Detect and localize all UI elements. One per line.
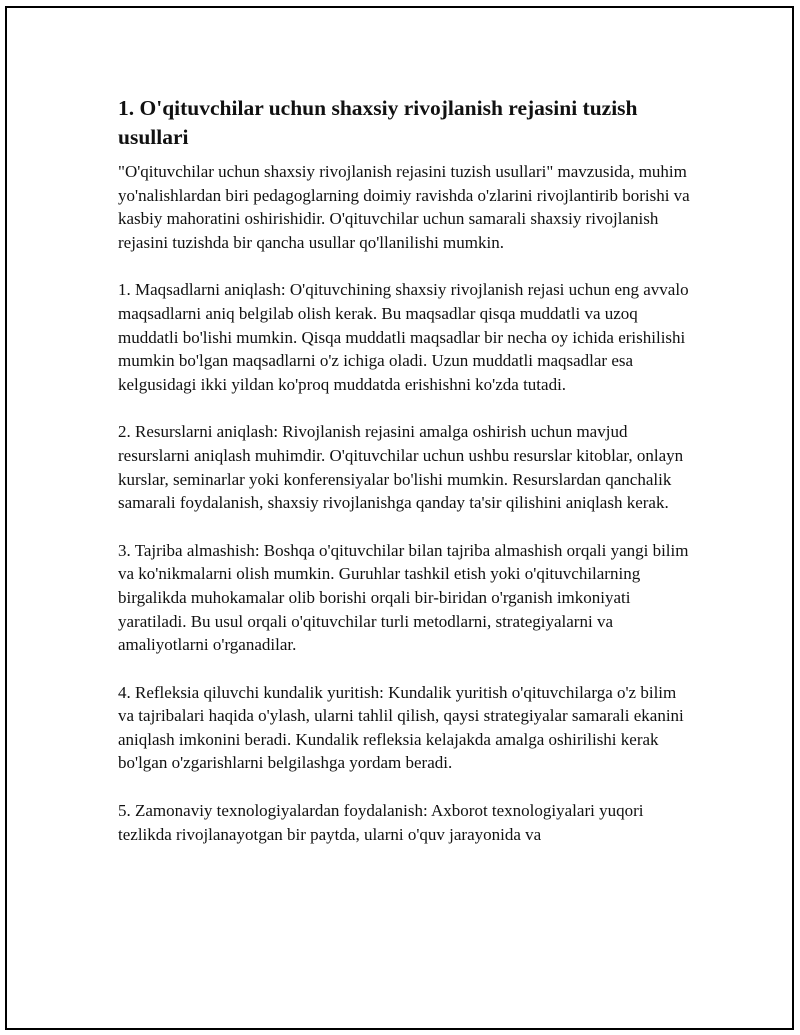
intro-paragraph: "O'qituvchilar uchun shaxsiy rivojlanish rejasini tuzish usullari" mavzusida, muhim yo'nalishlardan biri pedagoglarning doimiy ravishda o'zlarini rivojlantirib borishi va kasbiy mahoratini oshirishidir. O'qituvchilar uchun samarali shaxsiy rivojlanish rejasini tuzishda bir qancha usullar qo'llanilishi mumkin. — [118, 162, 690, 252]
paragraph-reflective-journal: 4. Refleksia qiluvchi kundalik yuritish: Kundalik yuritish o'qituvchilarga o'z bilim va tajribalari haqida o'ylash, ularni tahlil qilish, qaysi strategiyalar samarali ekanini aniqlash imkonini beradi. Kundalik refleksia kelajakda amalga oshirilishi kerak bo'lgan o'zgarishlarni belgilashga yordam beradi. — [118, 682, 684, 773]
paragraph-goals: 1. Maqsadlarni aniqlash: O'qituvchining shaxsiy rivojlanish rejasi uchun eng avvalo maqsadlarni aniq belgilab olish kerak. Bu maqsadlar qisqa muddatli va uzoq muddatli bo'lishi mumkin. Qisqa muddatli maqsadlar bir necha oy ichida erishilishi mumkin bo'lgan maqsadlarni o'z ichiga oladi. Uzun muddatli maqsadlar esa kelgusidagi ikki yildan ko'proq muddatda erishishni ko'zda tutadi. — [118, 280, 689, 394]
paragraph-resources: 2. Resurslarni aniqlash: Rivojlanish rejasini amalga oshirish uchun mavjud resurslarni aniqlash muhimdir. O'qituvchilar uchun ushbu resurslar kitoblar, onlayn kurslar, seminarlar yoki konferensiyalar bo'lishi mumkin. Resurslardan qanchalik samarali foydalanish, shaxsiy rivojlanishga qanday ta'sir qilishini aniqlash kerak. — [118, 422, 684, 513]
section-heading: 1. O'qituvchilar uchun shaxsiy rivojlanish rejasini tuzish usullari — [118, 96, 638, 149]
paragraph-experience-exchange: 3. Tajriba almashish: Boshqa o'qituvchilar bilan tajriba almashish orqali yangi bilim va ko'nikmalarni olish mumkin. Guruhlar tashkil etish yoki o'qituvchilarning birgalikda muhokamalar olib borishi orqali bir-biridan o'rganish imkoniyati yaratiladi. Bu usul orqali o'qituvchilar turli metodlarni, strategiyalarni va amaliyotlarni o'rganadilar. — [118, 540, 689, 655]
document-body — [118, 94, 693, 870]
paragraph-modern-technology: 5. Zamonaviy texnologiyalardan foydalanish: Axborot texnologiyalari yuqori tezlikda rivojlanayotgan bir paytda, ularni o'quv jarayonida va — [118, 801, 644, 844]
